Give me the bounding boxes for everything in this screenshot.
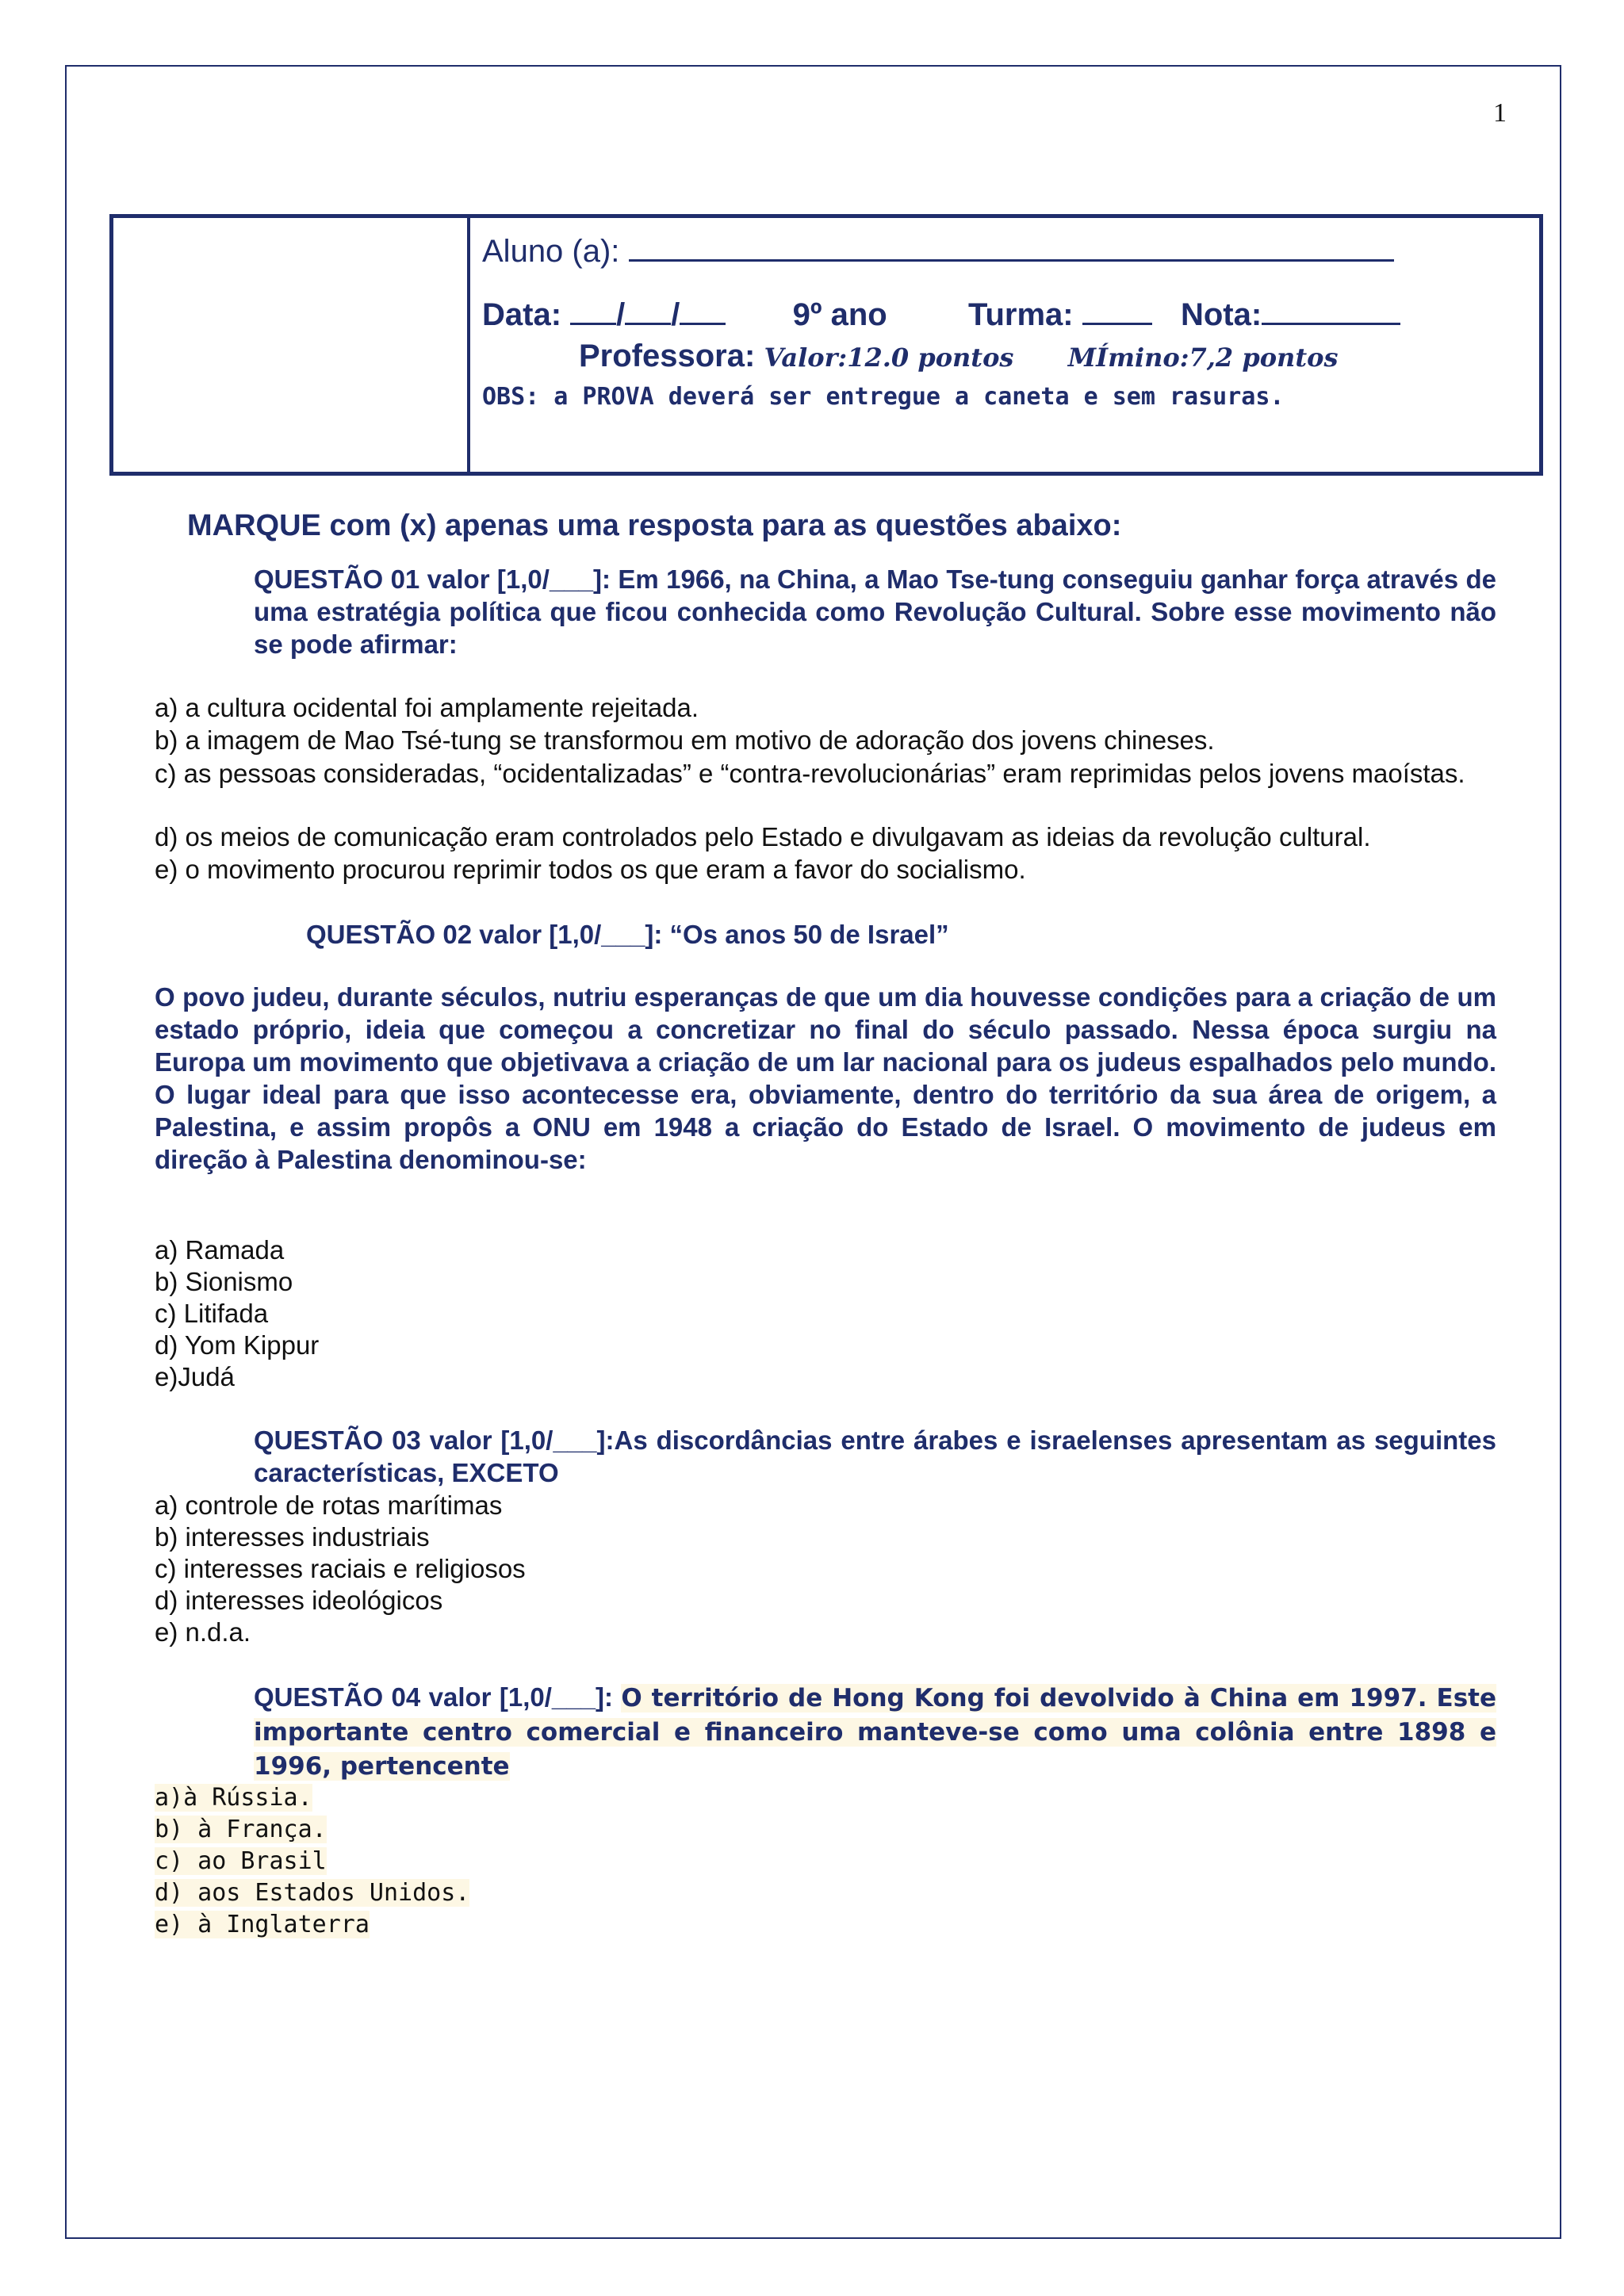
nota-field[interactable] [1262,291,1400,325]
date-day-field[interactable] [570,291,616,325]
nota-label: Nota: [1180,297,1262,332]
date-year-field[interactable] [680,291,726,325]
q02-option-c[interactable]: c) Litifada [155,1299,269,1328]
q01-option-b[interactable]: b) a imagem de Mao Tsé-tung se transformou em motivo de adoração dos jovens chineses. [155,725,1215,755]
q02-option-d[interactable]: d) Yom Kippur [155,1330,320,1360]
q04-option-e[interactable]: e) à Inglaterra [155,1911,370,1938]
ano-label: 9º ano [792,297,887,332]
question-01 [254,563,1496,660]
data-label: Data: [482,297,562,332]
q01-option-e[interactable]: e) o movimento procurou reprimir todos os que eram a favor do socialismo. [155,855,1026,884]
date-sep-2: / [671,297,680,332]
q03-option-a[interactable]: a) controle de rotas marítimas [155,1490,503,1520]
aluno-label: Aluno (a): [482,234,620,269]
question-01-title: QUESTÃO 01 valor [1,0/___]: [254,564,611,594]
aluno-line [482,228,1394,270]
question-04 [254,1681,1496,1783]
header-logo-area [113,218,470,472]
q02-option-a[interactable]: a) Ramada [155,1235,285,1265]
instruction-heading: MARQUE com (x) apenas uma resposta para as questões abaixo: [187,509,1122,542]
question-02-text: O povo judeu, durante séculos, nutriu esperanças de que um dia houvesse condições para a criação de um estado próprio, ideia que começou a concretizar no final do século passado. Nessa época surgiu na Europa um movimento que objetivava a criação de um lar nacional para os judeus espalhados pelo mundo. O lugar ideal para que isso acontecesse era, obviamente, dentro do território da sua área de origem, a Palestina, e assim propôs a ONU em 1948 a criação do Estado de Israel. O movimento de judeus em direção à Palestina denominou-se: [155,982,1496,1174]
question-03 [254,1424,1496,1489]
turma-label: Turma: [968,297,1074,332]
turma-field[interactable] [1082,291,1152,325]
q01-option-d[interactable]: d) os meios de comunicação eram controlados pelo Estado e divulgavam as ideias da revolução cultural. [155,822,1371,851]
q04-option-d[interactable]: d) aos Estados Unidos. [155,1879,470,1907]
professora-label: Professora: [579,339,756,373]
question-03-title: QUESTÃO 03 valor [1,0/___]: [254,1425,615,1455]
date-month-field[interactable] [625,291,671,325]
q01-option-a[interactable]: a) a cultura ocidental foi amplamente rejeitada. [155,693,699,722]
q03-option-d[interactable]: d) interesses ideológicos [155,1586,443,1615]
question-04-title: QUESTÃO 04 valor [1,0/___]: [254,1682,613,1712]
q01-option-c[interactable]: c) as pessoas consideradas, “ocidentalizadas” e “contra-revolucionárias” eram reprimidas pelos jovens maoístas. [155,759,1465,788]
q03-option-e[interactable]: e) n.d.a. [155,1617,251,1647]
header-box [109,214,1543,476]
valor-text: Valor:12.0 pontos [764,342,1014,373]
q02-option-e[interactable]: e)Judá [155,1362,235,1391]
date-sep-1: / [616,297,626,332]
q03-option-c[interactable]: c) interesses raciais e religiosos [155,1554,526,1583]
page-number: 1 [1493,98,1507,128]
minimo-text: MÍmino:7,2 pontos [1067,342,1339,373]
question-01-text: Em 1966, na China, a Mao Tse-tung conseguiu ganhar força através de uma estratégia política que ficou conhecida como Revolução Cultural. Sobre esse movimento não se pode afirmar: [254,564,1496,659]
question-03-text: As discordâncias entre árabes e israelenses apresentam as seguintes características, EXCETO [254,1425,1496,1487]
q04-option-a[interactable]: a)à Rússia. [155,1784,312,1812]
question-04-text: O território de Hong Kong foi devolvido à China em 1997. Este importante centro comercial e financeiro manteve-se como uma colônia entre 1898 e 1996, pertencente [254,1684,1496,1781]
q03-option-b[interactable]: b) interesses industriais [155,1522,430,1552]
q04-option-c[interactable]: c) ao Brasil [155,1847,327,1875]
q04-option-b[interactable]: b) à França. [155,1816,327,1843]
question-02-title: QUESTÃO 02 valor [1,0/___]: “Os anos 50 de Israel” [306,920,949,949]
q02-option-b[interactable]: b) Sionismo [155,1267,293,1296]
data-line [482,291,1400,333]
professora-line [579,339,1338,374]
obs-text: OBS: a PROVA deverá ser entregue a caneta e sem rasuras. [482,383,1285,411]
aluno-field[interactable] [629,228,1394,262]
